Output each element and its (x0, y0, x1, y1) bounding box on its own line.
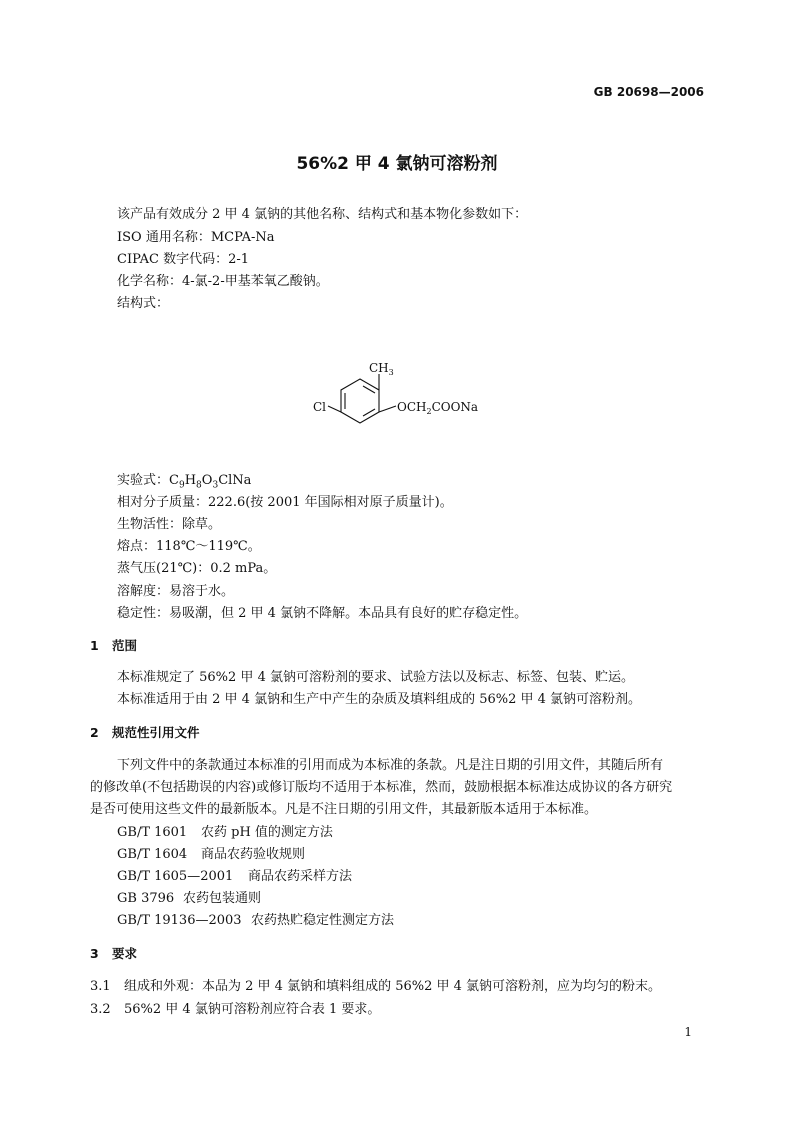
clause-3-2: 3.2 56%2 甲 4 氯钠可溶粉剂应符合表 1 要求。 (90, 1002, 381, 1017)
intro-lead: 该产品有效成分 2 甲 4 氯钠的其他名称、结构式和基本物化参数如下： (117, 207, 528, 222)
section-1-paragraph-1: 本标准规定了 56%2 甲 4 氯钠可溶粉剂的要求、试验方法以及标志、标签、包装、贮运。 (117, 670, 634, 685)
stability: 稳定性：易吸潮，但 2 甲 4 氯钠不降解。本品具有良好的贮存稳定性。 (117, 606, 528, 621)
iso-name: ISO 通用名称：MCPA-Na (117, 230, 275, 245)
clause-3-1: 3.1 组成和外观：本品为 2 甲 4 氯钠和填料组成的 56%2 甲 4 氯钠可溶粉剂，应为均匀的粉末。 (90, 979, 662, 994)
bioactivity: 生物活性：除草。 (117, 517, 222, 532)
oxy-bond (379, 406, 396, 412)
benzene-ring (341, 379, 379, 423)
section-2-heading: 2 规范性引用文件 (90, 725, 200, 740)
section-2-text-line-3: 是否可使用这些文件的最新版本。凡是不注日期的引用文件，其最新版本适用于本标准。 (90, 802, 598, 817)
standard-number: GB 20698—2006 (593, 85, 704, 99)
section-2-text-line-2: 的修改单(不包括勘误的内容)或修订版均不适用于本标准，然而，鼓励根据本标准达成协议的各方研究 (90, 780, 673, 795)
reference-item: GB 3796 农药包装通则 (117, 891, 262, 906)
chloro-bond (328, 406, 341, 412)
oxyacetate-group: $OCH_2COONa$ (397, 400, 479, 416)
reference-item: GB/T 19136—2003 农药热贮稳定性测定方法 (117, 913, 395, 928)
reference-item: GB/T 1601 农药 pH 值的测定方法 (117, 825, 333, 840)
document-title: 56%2 甲 4 氯钠可溶粉剂 (296, 154, 498, 174)
molecular-mass: 相对分子质量：222.6(按 2001 年国际相对原子质量计)。 (117, 495, 453, 510)
chloro-group: Cl (313, 400, 327, 414)
vapor-pressure: 蒸气压(21℃)：0.2 mPa。 (117, 561, 277, 576)
section-1-paragraph-2: 本标准适用于由 2 甲 4 氯钠和生产中产生的杂质及填料组成的 56%2 甲 4 氯钠可溶粉剂。 (117, 692, 642, 707)
cipac-code: CIPAC 数字代码：2-1 (117, 252, 250, 267)
chemical-name: 化学名称：4-氯-2-甲基苯氧乙酸钠。 (117, 274, 329, 289)
melting-point: 熔点：118℃～119℃。 (117, 539, 261, 554)
solubility: 溶解度：易溶于水。 (117, 584, 235, 599)
methyl-group: $CH_3$ (369, 361, 394, 377)
structural-formula (300, 350, 500, 450)
section-3-heading: 3 要求 (90, 946, 138, 961)
structure-label: 结构式： (117, 296, 170, 311)
reference-item: GB/T 1604 商品农药验收规则 (117, 847, 306, 862)
section-1-heading: 1 范围 (90, 638, 138, 653)
section-2-text-line-1: 下列文件中的条款通过本标准的引用而成为本标准的条款。凡是注日期的引用文件，其随后所有 (117, 758, 664, 773)
empirical-formula: 实验式：$C_9H_8O_3ClNa$ (117, 473, 252, 491)
page-number: 1 (684, 1025, 692, 1039)
reference-item: GB/T 1605—2001 商品农药采样方法 (117, 869, 353, 884)
